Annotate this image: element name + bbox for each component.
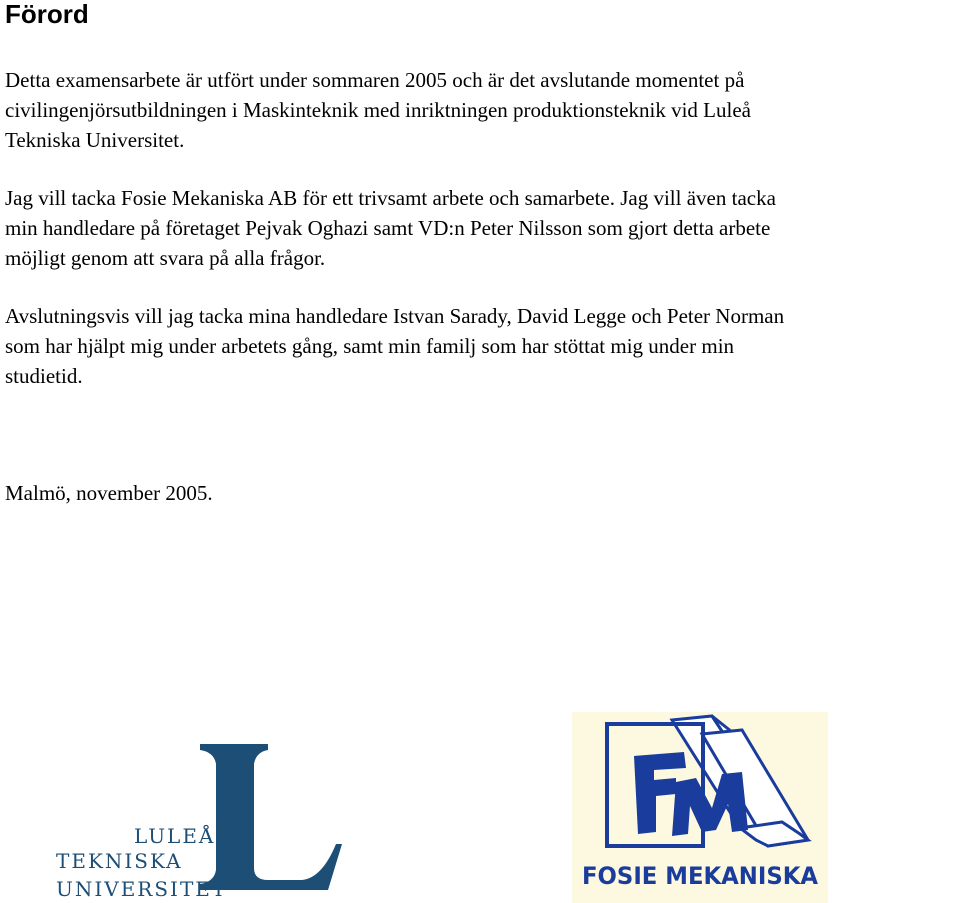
text-line: Detta examensarbete är utfört under sommaren 2005 och är det avslutande momentet på [5, 68, 745, 92]
fosie-wordmark: FOSIE MEKANISKA [582, 862, 819, 890]
place-date [5, 478, 960, 508]
text-line: Malmö, november 2005. [5, 481, 213, 505]
page-title: Förord [5, 0, 89, 29]
text-line: studietid. [5, 364, 83, 388]
paragraph-thanks-supervisors [5, 301, 960, 391]
text-line: civilingenjörsutbildningen i Maskinteknik med inriktningen produktionsteknik vid Luleå [5, 98, 751, 122]
text-line: som har hjälpt mig under arbetets gång, samt min familj som har stöttat mig under min [5, 334, 735, 358]
text-line: Jag vill tacka Fosie Mekaniska AB för ett trivsamt arbete och samarbete. Jag vill även tacka [5, 186, 776, 210]
text-line: min handledare på företaget Pejvak Oghazi samt VD:n Peter Nilsson som gjort detta arbete [5, 216, 771, 240]
ltu-l-mark [200, 744, 342, 890]
ltu-logo [50, 740, 350, 903]
text-line: Avslutningsvis vill jag tacka mina handledare Istvan Sarady, David Legge och Peter Norman [5, 304, 785, 328]
ltu-line-3: UNIVERSITET [56, 877, 228, 901]
fosie-mekaniska-logo [572, 712, 828, 903]
ltu-line-1: LULEÅ [134, 824, 216, 848]
ltu-line-2: TEKNISKA [56, 849, 183, 873]
paragraph-thanks-company [5, 183, 960, 273]
paragraph-intro [5, 65, 960, 155]
text-line: Tekniska Universitet. [5, 128, 185, 152]
text-line: möjligt genom att svara på alla frågor. [5, 246, 326, 270]
